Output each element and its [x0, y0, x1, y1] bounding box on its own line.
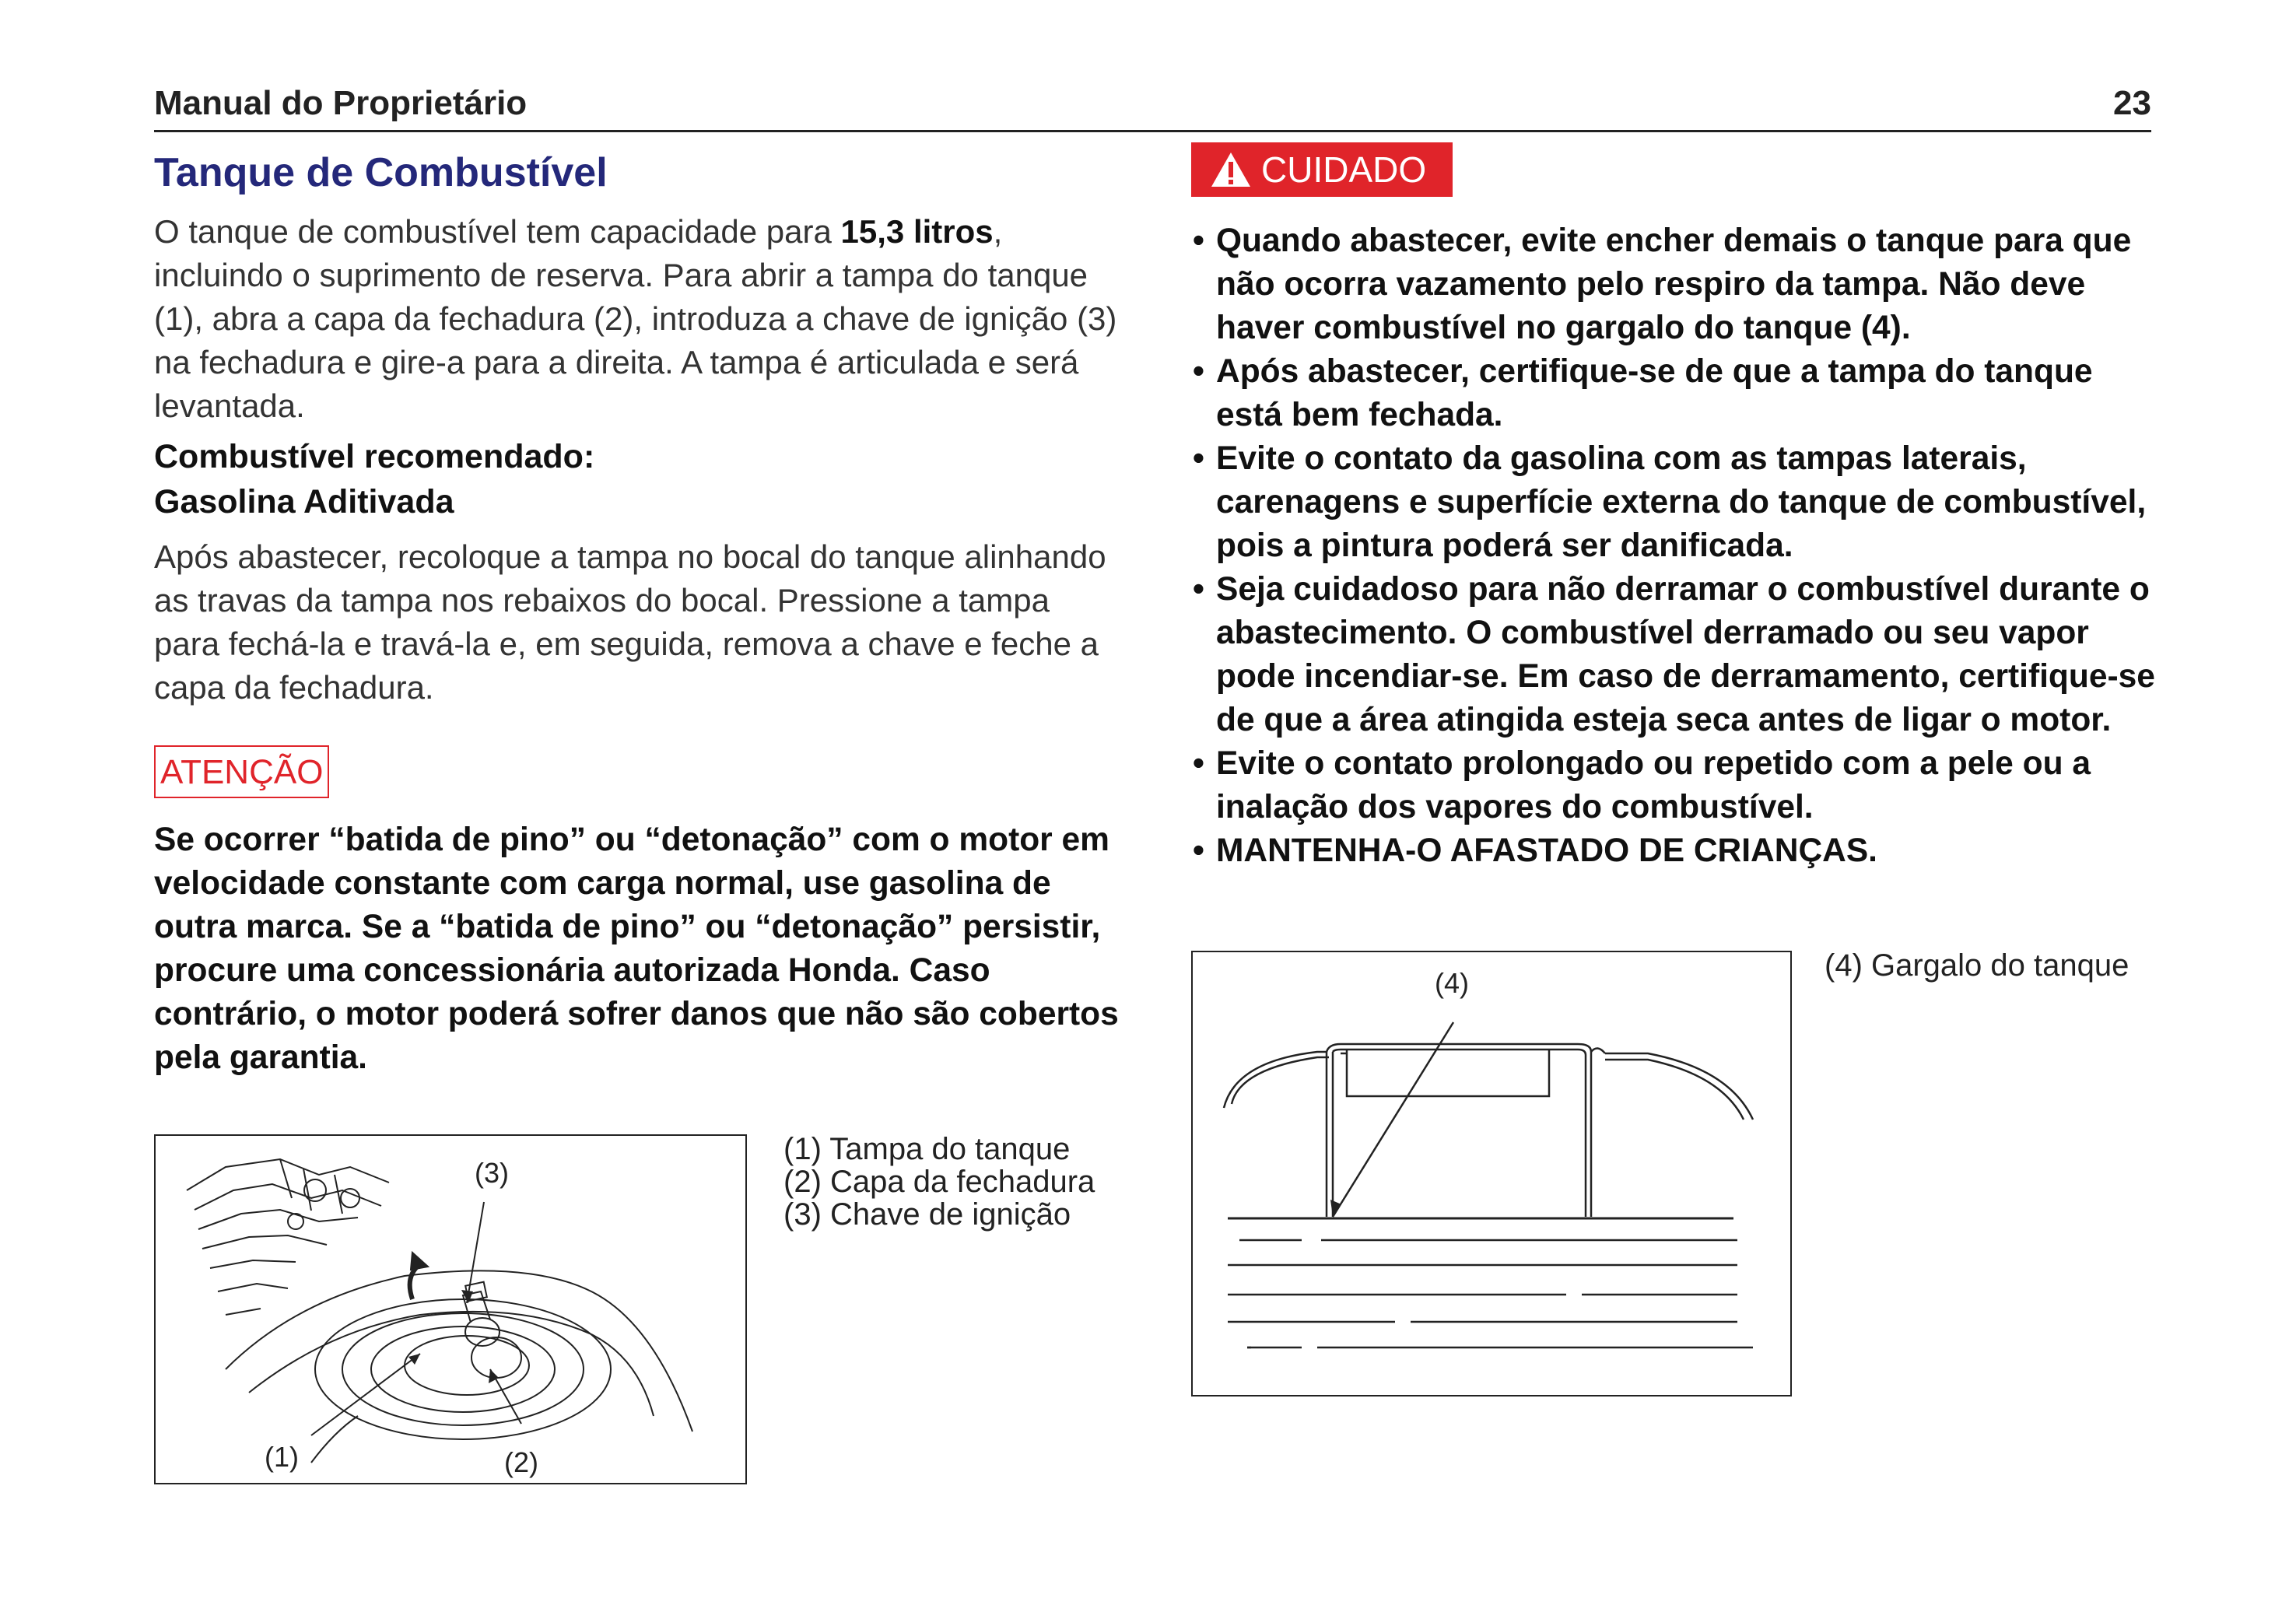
tank-capacity: 15,3 litros — [840, 213, 994, 250]
figure1-legend — [783, 1133, 1095, 1231]
list-item — [1193, 219, 2165, 350]
callout-2: (2) — [504, 1446, 538, 1478]
list-item — [1193, 350, 2165, 437]
cuidado-label: CUIDADO — [1261, 149, 1427, 190]
list-item-text: Evite o contato da gasolina com as tampas laterais, carenagens e superfície externa do tanque de combustível, pois a pintura poderá ser danificada. — [1216, 440, 2147, 564]
list-item-text: Evite o contato prolongado ou repetido com a pele ou a inalação dos vapores do combustível. — [1216, 745, 2091, 825]
callout-3: (3) — [475, 1157, 509, 1189]
callout-4: (4) — [1435, 967, 1469, 999]
fuel-cap-drawing — [156, 1136, 745, 1483]
legend-item-2: (2) Capa da fechadura — [783, 1165, 1095, 1199]
figure2-legend: (4) Gargalo do tanque — [1825, 948, 2129, 983]
list-item — [1193, 437, 2165, 568]
bullet-glyph: • — [1193, 353, 1204, 390]
list-item-text: Seja cuidadoso para não derramar o combustível durante o abastecimento. O combustível derramado ou seu vapor pode incendiar-se. Em caso de derramamento, certifique-se de que a área atingida esteja seca antes de ligar o motor. — [1216, 571, 2155, 738]
page-number: 23 — [2113, 84, 2151, 122]
legend-item-1: (1) Tampa do tanque — [783, 1132, 1071, 1166]
intro-text-end: , incluindo o suprimento de reserva. Para abrir a tampa do tanque (1), abra a capa da fechadura (2), introduza a chave de ignição (3) na fechadura e gire-a para a direita. A tampa é articulada e será levantada. — [154, 213, 1117, 424]
recommended-fuel-value: Gasolina Aditivada — [154, 483, 454, 520]
list-item — [1193, 742, 2165, 829]
after-refuel-paragraph: Após abastecer, recoloque a tampa no bocal do tanque alinhando as travas da tampa nos rebaixos do bocal. Pressione a tampa para fechá-la e travá-la e, em seguida, remova a chave e feche a capa da fechadura. — [154, 538, 1106, 706]
section-title: Tanque de Combustível — [154, 150, 608, 195]
list-item-text: MANTENHA-O AFASTADO DE CRIANÇAS. — [1216, 832, 1877, 869]
intro-text-start: O tanque de combustível tem capacidade para — [154, 213, 841, 250]
list-item-text: Após abastecer, certifique-se de que a tampa do tanque está bem fechada. — [1216, 353, 2093, 433]
fuel-neck-drawing — [1193, 952, 1790, 1395]
manual-title: Manual do Proprietário — [154, 84, 528, 122]
atencao-badge: ATENÇÃO — [154, 745, 329, 798]
intro-paragraph — [154, 210, 1119, 428]
fuel-cap-illustration — [154, 1134, 747, 1484]
list-item-text: Quando abastecer, evite encher demais o tanque para que não ocorra vazamento pelo respiro da tampa. Não deve haver combustível no gargalo do tanque (4). — [1216, 223, 2132, 346]
list-item — [1193, 568, 2165, 742]
cuidado-list — [1193, 219, 2165, 873]
bullet-glyph: • — [1193, 440, 1204, 477]
bullet-glyph: • — [1193, 745, 1204, 782]
atencao-text: Se ocorrer “batida de pino” ou “detonação” com o motor em velocidade constante com carga normal, use gasolina de outra marca. Se a “batida de pino” ou “detonação” persistir, procure uma concessionária autorizada Honda. Caso contrário, o motor poderá sofrer danos que não são cobertos pela garantia. — [154, 822, 1119, 1076]
bullet-glyph: • — [1193, 571, 1204, 608]
legend-item-3: (3) Chave de ignição — [783, 1197, 1071, 1232]
recommended-fuel-label: Combustível recomendado: — [154, 438, 595, 475]
fuel-neck-illustration — [1191, 951, 1792, 1396]
bullet-glyph: • — [1193, 832, 1204, 869]
cuidado-badge — [1191, 142, 1453, 197]
list-item — [1193, 829, 2165, 873]
warning-triangle-icon — [1210, 151, 1252, 188]
header-divider — [154, 130, 2151, 132]
bullet-glyph: • — [1193, 223, 1204, 259]
callout-1: (1) — [265, 1441, 299, 1473]
